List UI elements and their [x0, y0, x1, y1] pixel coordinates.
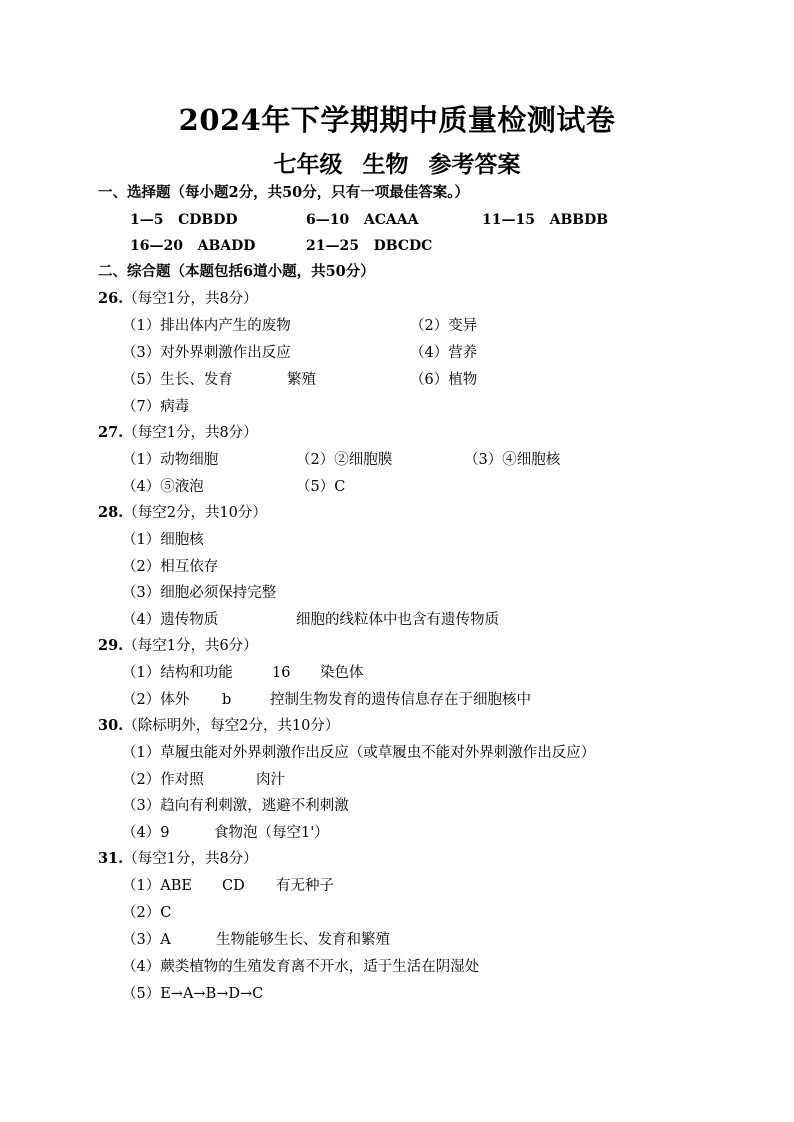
- q31-answer-1c: 有无种子: [276, 878, 334, 894]
- section2-heading: 二、综合题（本题包括6道小题，共50分）: [98, 263, 375, 280]
- q27-answer-5: （5）C: [296, 479, 346, 495]
- q31-answer-1b: CD: [222, 878, 245, 894]
- q31-answer-3b: 生物能够生长、发育和繁殖: [216, 932, 390, 948]
- question-27-header: 27.（每空1分，共8分）: [98, 424, 258, 441]
- q30-answer-2b: 肉汁: [256, 772, 285, 788]
- answer-range-16-20: 16—20 ABADD: [130, 238, 256, 254]
- q29-answer-1a: （1）结构和功能: [122, 665, 233, 681]
- q30-answer-4a: （4）9: [122, 825, 170, 841]
- q30-answer-4b: 食物泡（每空1'）: [214, 825, 329, 841]
- answer-range-21-25: 21—25 DBCDC: [306, 238, 433, 254]
- q30-answer-1: （1）草履虫能对外界刺激作出反应（或草履虫不能对外界刺激作出反应）: [122, 745, 596, 761]
- q31-answer-2: （2）C: [122, 905, 172, 921]
- q28-answer-1: （1）细胞核: [122, 532, 204, 548]
- q28-answer-4b: 细胞的线粒体中也含有遗传物质: [296, 612, 499, 628]
- q26-answer-2: （2）变异: [410, 318, 478, 334]
- section1-heading: 一、选择题（每小题2分，共50分，只有一项最佳答案。）: [98, 184, 470, 201]
- question-28-header: 28.（每空2分，共10分）: [98, 504, 267, 521]
- document-title: 2024年下学期期中质量检测试卷: [178, 103, 616, 137]
- q27-answer-4: （4）⑤液泡: [122, 479, 204, 495]
- q27-answer-3: （3）④细胞核: [464, 452, 561, 468]
- q29-answer-1c: 染色体: [320, 665, 364, 681]
- q28-answer-4a: （4）遗传物质: [122, 612, 219, 628]
- q26-answer-1: （1）排出体内产生的废物: [122, 318, 291, 334]
- q29-answer-2a: （2）体外: [122, 692, 190, 708]
- answer-range-11-15: 11—15 ABBDB: [482, 212, 609, 228]
- doc-type-label: 参考答案: [428, 151, 521, 178]
- q26-answer-5b: 繁殖: [287, 372, 316, 388]
- q27-answer-2: （2）②细胞膜: [296, 452, 393, 468]
- q29-answer-2c: 控制生物发育的遗传信息存在于细胞核中: [270, 692, 531, 708]
- question-30-header: 30.（除标明外，每空2分，共10分）: [98, 717, 340, 734]
- question-26-header: 26.（每空1分，共8分）: [98, 290, 258, 307]
- q31-answer-3a: （3）A: [122, 932, 171, 948]
- document-subtitle: [0, 146, 794, 179]
- grade-label: 七年级: [273, 151, 343, 178]
- q30-answer-2a: （2）作对照: [122, 772, 204, 788]
- q29-answer-2b: b: [222, 692, 232, 708]
- q26-answer-3: （3）对外界刺激作出反应: [122, 345, 291, 361]
- q26-answer-5a: （5）生长、发育: [122, 372, 233, 388]
- q31-answer-5: （5）E→A→B→D→C: [122, 986, 264, 1002]
- q31-answer-1a: （1）ABE: [122, 878, 192, 894]
- q31-answer-4: （4）蕨类植物的生殖发育离不开水，适于生活在阴湿处: [122, 959, 480, 975]
- answer-range-1-5: 1—5 CDBDD: [130, 212, 238, 228]
- q28-answer-2: （2）相互依存: [122, 559, 219, 575]
- q26-answer-6: （6）植物: [410, 372, 478, 388]
- q26-answer-7: （7）病毒: [122, 399, 190, 415]
- question-31-header: 31.（每空1分，共8分）: [98, 850, 258, 867]
- subject-label: 生物: [362, 151, 409, 178]
- q26-answer-4: （4）营养: [410, 345, 478, 361]
- question-29-header: 29.（每空1分，共6分）: [98, 637, 258, 654]
- q30-answer-3: （3）趋向有利刺激，逃避不利刺激: [122, 798, 349, 814]
- q27-answer-1: （1）动物细胞: [122, 452, 219, 468]
- q29-answer-1b: 16: [272, 665, 291, 681]
- q28-answer-3: （3）细胞必须保持完整: [122, 585, 277, 601]
- answer-range-6-10: 6—10 ACAAA: [306, 212, 419, 228]
